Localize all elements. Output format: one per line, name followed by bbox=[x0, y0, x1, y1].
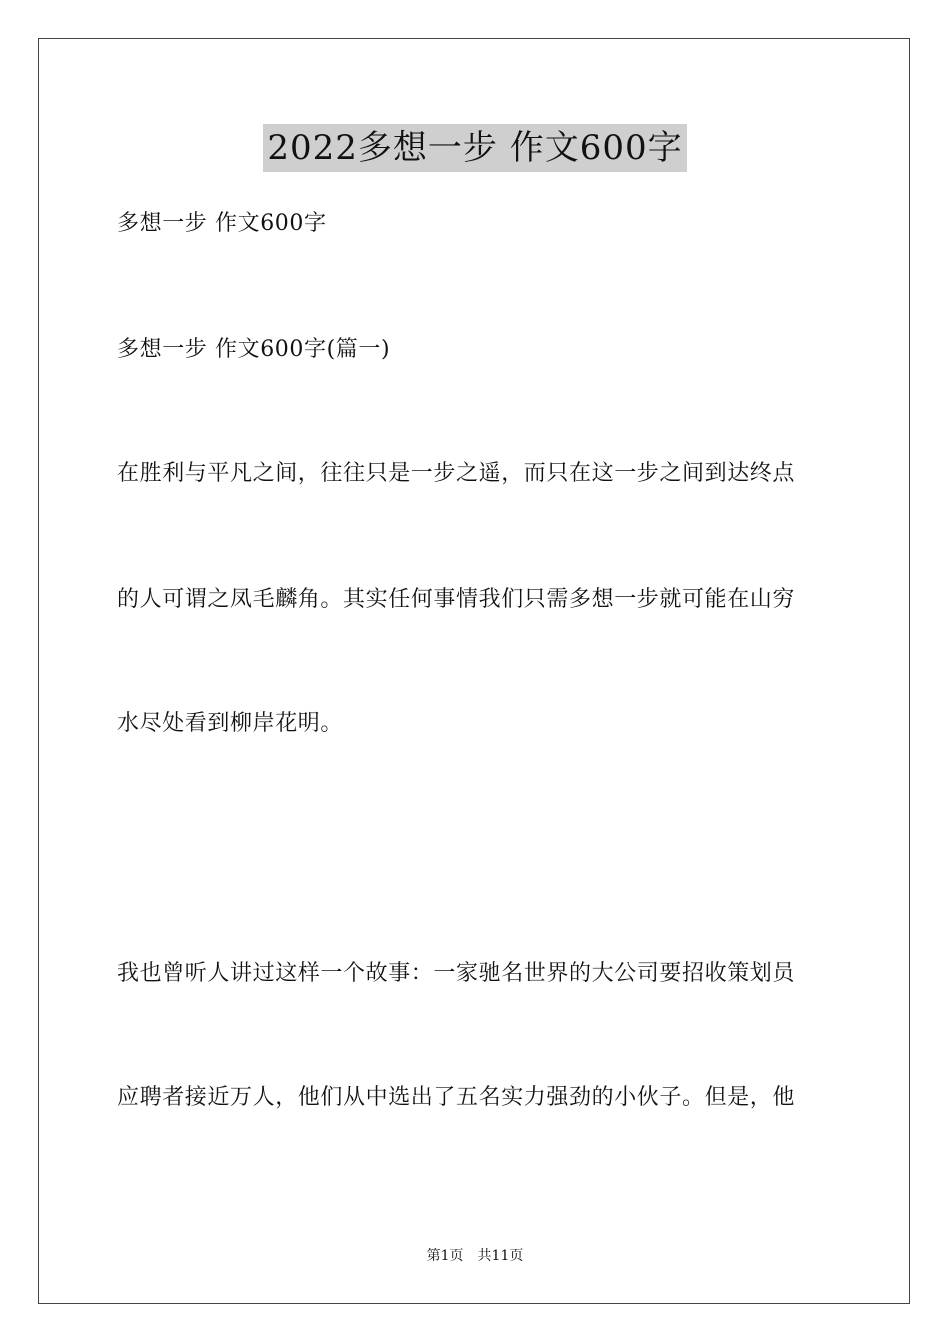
paragraph-line-5: 应聘者接近万人，他们从中选出了五名实力强劲的小伙子。但是，他 bbox=[117, 1085, 796, 1110]
page-total: 共11页 bbox=[477, 1248, 524, 1264]
title-container bbox=[0, 124, 950, 172]
subtitle-line: 多想一步 作文600字 bbox=[117, 211, 327, 236]
section-heading: 多想一步 作文600字(篇一) bbox=[117, 337, 391, 362]
page-footer bbox=[0, 1246, 950, 1266]
document-title: 2022多想一步 作文600字 bbox=[263, 124, 686, 172]
paragraph-line-1: 在胜利与平凡之间，往往只是一步之遥，而只在这一步之间到达终点 bbox=[117, 461, 796, 486]
paragraph-line-2: 的人可谓之凤毛麟角。其实任何事情我们只需多想一步就可能在山穷 bbox=[117, 587, 796, 612]
paragraph-line-4: 我也曾听人讲过这样一个故事：一家驰名世界的大公司要招收策划员 bbox=[117, 961, 796, 986]
page-number: 第1页 bbox=[426, 1248, 464, 1264]
paragraph-line-3: 水尽处看到柳岸花明。 bbox=[117, 711, 344, 736]
